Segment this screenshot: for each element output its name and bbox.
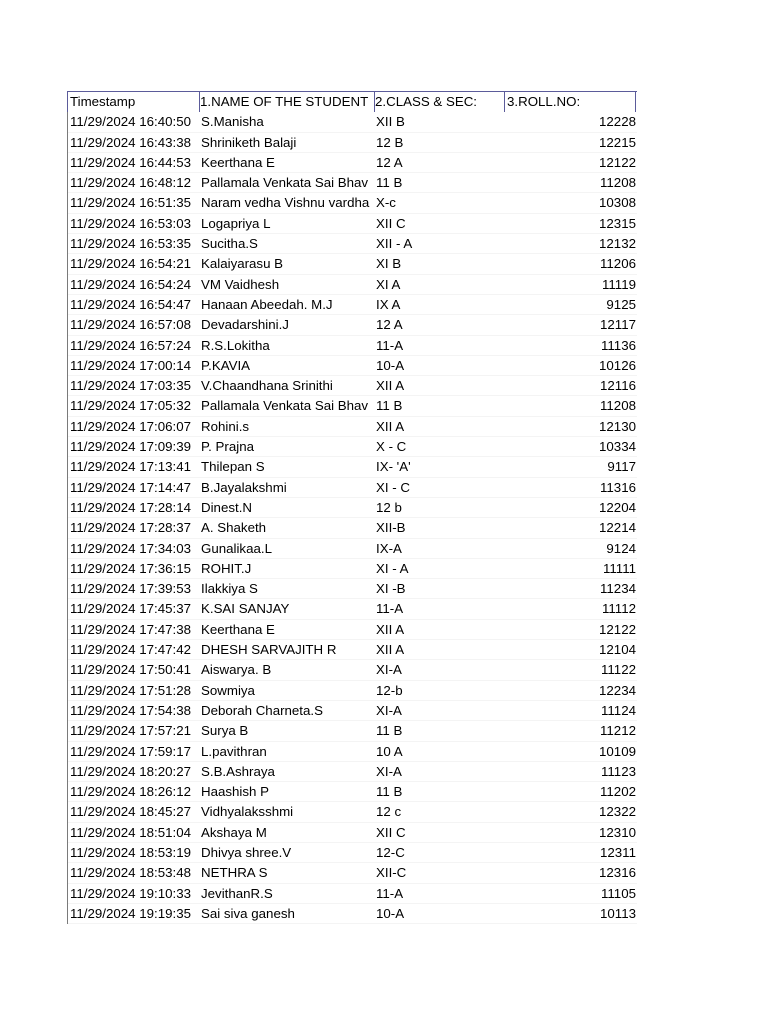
table-row (67, 153, 637, 173)
cell-class-section: 10 A (376, 743, 403, 759)
table-body (67, 112, 637, 924)
cell-roll-no: 10126 (599, 357, 636, 373)
cell-class-section: XII-C (376, 865, 407, 881)
cell-student-name: DHESH SARVAJITH R (201, 642, 337, 658)
table-row (67, 478, 637, 498)
cell-roll-no: 11136 (600, 337, 636, 353)
cell-student-name: Pallamala Venkata Sai Bhav (201, 175, 369, 191)
table-row (67, 396, 637, 416)
cell-roll-no: 12322 (599, 804, 636, 820)
cell-roll-no: 10334 (599, 439, 636, 455)
cell-timestamp: 11/29/2024 16:57:24 (70, 337, 192, 353)
cell-student-name: Deborah Charneta.S (201, 702, 323, 718)
cell-student-name: ROHIT.J (201, 560, 252, 576)
cell-class-section: 10-A (376, 905, 405, 921)
table-row (67, 133, 637, 153)
cell-class-section: 11-A (376, 885, 404, 901)
cell-timestamp: 11/29/2024 16:53:35 (70, 236, 192, 252)
cell-class-section: XII C (376, 215, 406, 231)
cell-timestamp: 11/29/2024 17:57:21 (70, 723, 192, 739)
cell-roll-no: 12132 (599, 236, 636, 252)
cell-roll-no: 11122 (600, 662, 636, 678)
cell-roll-no: 12130 (599, 418, 636, 434)
cell-timestamp: 11/29/2024 17:34:03 (70, 540, 192, 556)
cell-roll-no: 11123 (600, 763, 636, 779)
cell-timestamp: 11/29/2024 18:51:04 (70, 824, 192, 840)
table-row (67, 417, 637, 437)
table-row (67, 681, 637, 701)
cell-student-name: Naram vedha Vishnu vardha (201, 195, 370, 211)
cell-student-name: Sucitha.S (201, 236, 258, 252)
cell-class-section: 12-b (376, 682, 403, 698)
cell-timestamp: 11/29/2024 16:43:38 (70, 134, 192, 150)
table-row (67, 823, 637, 843)
table-row (67, 559, 637, 579)
cell-student-name: NETHRA S (201, 865, 268, 881)
cell-student-name: Rohini.s (201, 418, 250, 434)
table-row (67, 782, 637, 802)
cell-roll-no: 11208 (600, 398, 636, 414)
cell-student-name: Vidhyalaksshmi (201, 804, 294, 820)
cell-timestamp: 11/29/2024 16:54:24 (70, 276, 192, 292)
cell-class-section: XII C (376, 824, 406, 840)
cell-roll-no: 12104 (599, 642, 636, 658)
cell-roll-no: 12122 (599, 621, 636, 637)
cell-student-name: Surya B (201, 723, 249, 739)
cell-class-section: 11 B (376, 398, 403, 414)
cell-timestamp: 11/29/2024 17:14:47 (70, 479, 192, 495)
cell-roll-no: 11105 (600, 885, 636, 901)
cell-timestamp: 11/29/2024 17:39:53 (70, 581, 192, 597)
cell-student-name: Haashish P (201, 784, 269, 800)
cell-class-section: 11 B (376, 175, 403, 191)
cell-roll-no: 12234 (599, 682, 636, 698)
table-row (67, 579, 637, 599)
table-row (67, 498, 637, 518)
cell-timestamp: 11/29/2024 16:54:21 (70, 256, 192, 272)
table-row (67, 599, 637, 619)
cell-roll-no: 12117 (600, 317, 636, 333)
table-row (67, 742, 637, 762)
cell-class-section: XI -B (376, 581, 406, 597)
cell-class-section: XII - A (376, 236, 413, 252)
cell-student-name: Aiswarya. B (201, 662, 272, 678)
cell-timestamp: 11/29/2024 18:20:27 (70, 763, 192, 779)
table-row (67, 539, 637, 559)
header-class-section: 2.CLASS & SEC: (375, 92, 505, 112)
cell-class-section: X-c (376, 195, 396, 211)
cell-roll-no: 9125 (606, 296, 636, 312)
cell-timestamp: 11/29/2024 17:50:41 (70, 662, 192, 678)
cell-student-name: VM Vaidhesh (201, 276, 280, 292)
cell-class-section: IX-A (376, 540, 402, 556)
cell-roll-no: 12204 (599, 499, 636, 515)
cell-class-section: XII-B (376, 520, 406, 536)
cell-class-section: 10-A (376, 357, 405, 373)
cell-student-name: Shriniketh Balaji (201, 134, 297, 150)
cell-class-section: IX A (376, 296, 401, 312)
table-row (67, 660, 637, 680)
cell-student-name: A. Shaketh (201, 520, 267, 536)
cell-student-name: L.pavithran (201, 743, 267, 759)
cell-timestamp: 11/29/2024 17:59:17 (70, 743, 192, 759)
cell-student-name: Dinest.N (201, 499, 252, 515)
cell-timestamp: 11/29/2024 16:40:50 (70, 114, 192, 130)
cell-class-section: 12 A (376, 154, 403, 170)
cell-roll-no: 12116 (600, 378, 636, 394)
cell-class-section: XI-A (376, 662, 402, 678)
cell-roll-no: 11208 (600, 175, 636, 191)
table-row (67, 518, 637, 538)
cell-roll-no: 12311 (600, 844, 636, 860)
cell-timestamp: 11/29/2024 16:44:53 (70, 154, 192, 170)
table-row (67, 315, 637, 335)
cell-roll-no: 10113 (600, 905, 636, 921)
cell-timestamp: 11/29/2024 17:28:37 (70, 520, 192, 536)
cell-student-name: P. Prajna (201, 439, 254, 455)
cell-class-section: X - C (376, 439, 407, 455)
table-row (67, 640, 637, 660)
header-roll-no: 3.ROLL.NO: (505, 92, 636, 112)
cell-student-name: V.Chaandhana Srinithi (201, 378, 333, 394)
cell-class-section: XII A (376, 418, 405, 434)
header-student-name: 1.NAME OF THE STUDENT (200, 92, 375, 112)
cell-class-section: 12-C (376, 844, 405, 860)
table-row (67, 295, 637, 315)
cell-class-section: 12 b (376, 499, 402, 515)
cell-roll-no: 12215 (599, 134, 636, 150)
cell-class-section: XI-A (376, 702, 402, 718)
cell-timestamp: 11/29/2024 17:03:35 (70, 378, 192, 394)
cell-roll-no: 11119 (601, 276, 636, 292)
cell-student-name: Hanaan Abeedah. M.J (201, 296, 333, 312)
cell-class-section: IX- 'A' (376, 459, 411, 475)
cell-timestamp: 11/29/2024 16:48:12 (70, 175, 192, 191)
cell-student-name: R.S.Lokitha (201, 337, 270, 353)
cell-timestamp: 11/29/2024 17:09:39 (70, 439, 192, 455)
cell-student-name: Keerthana E (201, 621, 275, 637)
cell-class-section: 12 A (376, 317, 403, 333)
cell-timestamp: 11/29/2024 17:00:14 (70, 357, 192, 373)
cell-student-name: Gunalikaa.L (201, 540, 272, 556)
cell-timestamp: 11/29/2024 17:28:14 (70, 499, 192, 515)
cell-class-section: 11 B (376, 723, 403, 739)
cell-timestamp: 11/29/2024 17:06:07 (70, 418, 192, 434)
cell-student-name: B.Jayalakshmi (201, 479, 287, 495)
cell-student-name: S.Manisha (201, 114, 264, 130)
table-row (67, 701, 637, 721)
cell-class-section: 12 c (376, 804, 402, 820)
cell-timestamp: 11/29/2024 17:47:42 (70, 642, 192, 658)
cell-class-section: 12 B (376, 134, 404, 150)
cell-class-section: 11 B (376, 784, 403, 800)
cell-class-section: XI A (376, 276, 401, 292)
cell-roll-no: 12316 (599, 865, 636, 881)
table-row (67, 112, 637, 132)
cell-timestamp: 11/29/2024 17:36:15 (70, 560, 192, 576)
cell-roll-no: 11316 (600, 479, 636, 495)
cell-timestamp: 11/29/2024 17:05:32 (70, 398, 192, 414)
cell-roll-no: 11124 (600, 702, 636, 718)
cell-class-section: XII A (376, 621, 405, 637)
cell-roll-no: 11111 (602, 560, 636, 576)
cell-roll-no: 9117 (607, 459, 636, 475)
table-row (67, 457, 637, 477)
cell-timestamp: 11/29/2024 16:51:35 (70, 195, 192, 211)
cell-timestamp: 11/29/2024 17:51:28 (70, 682, 192, 698)
cell-roll-no: 11206 (600, 256, 636, 272)
cell-student-name: P.KAVIA (201, 357, 251, 373)
cell-roll-no: 9124 (606, 540, 636, 556)
table-row (67, 437, 637, 457)
cell-class-section: XI-A (376, 763, 402, 779)
cell-timestamp: 11/29/2024 18:26:12 (70, 784, 192, 800)
table-row (67, 214, 637, 234)
cell-roll-no: 11234 (600, 581, 636, 597)
cell-roll-no: 10109 (599, 743, 636, 759)
cell-roll-no: 12214 (599, 520, 636, 536)
cell-roll-no: 12228 (599, 114, 636, 130)
cell-student-name: Ilakkiya S (201, 581, 258, 597)
cell-student-name: Pallamala Venkata Sai Bhav (201, 398, 369, 414)
cell-class-section: XI B (376, 256, 402, 272)
cell-class-section: XII A (376, 642, 405, 658)
cell-roll-no: 12315 (599, 215, 636, 231)
cell-timestamp: 11/29/2024 17:13:41 (70, 459, 192, 475)
table-row (67, 620, 637, 640)
table-row (67, 275, 637, 295)
table-row (67, 356, 637, 376)
cell-class-section: XI - A (376, 560, 409, 576)
cell-timestamp: 11/29/2024 19:10:33 (70, 885, 192, 901)
cell-class-section: 11-A (376, 337, 404, 353)
table-row (67, 863, 637, 883)
table-row (67, 762, 637, 782)
cell-student-name: Sowmiya (201, 682, 255, 698)
cell-timestamp: 11/29/2024 16:57:08 (70, 317, 192, 333)
cell-roll-no: 12122 (599, 154, 636, 170)
table-row (67, 884, 637, 904)
cell-roll-no: 10308 (599, 195, 636, 211)
cell-class-section: XII B (376, 114, 405, 130)
cell-roll-no: 11202 (600, 784, 636, 800)
table-row (67, 721, 637, 741)
header-timestamp: Timestamp (67, 92, 200, 112)
cell-timestamp: 11/29/2024 18:53:48 (70, 865, 192, 881)
cell-student-name: Thilepan S (201, 459, 265, 475)
cell-class-section: XII A (376, 378, 405, 394)
cell-class-section: 11-A (376, 601, 404, 617)
table-row (67, 843, 637, 863)
table-row (67, 802, 637, 822)
cell-timestamp: 11/29/2024 17:45:37 (70, 601, 192, 617)
table-row (67, 376, 637, 396)
spreadsheet-table (67, 91, 637, 924)
cell-student-name: Logapriya L (201, 215, 271, 231)
cell-timestamp: 11/29/2024 18:45:27 (70, 804, 192, 820)
cell-student-name: Dhivya shree.V (201, 844, 292, 860)
cell-roll-no: 11112 (601, 601, 636, 617)
header-row (67, 91, 637, 112)
table-row (67, 904, 637, 924)
cell-student-name: S.B.Ashraya (201, 763, 275, 779)
table-row (67, 173, 637, 193)
cell-timestamp: 11/29/2024 16:54:47 (70, 296, 192, 312)
table-row (67, 193, 637, 213)
cell-timestamp: 11/29/2024 18:53:19 (70, 844, 192, 860)
table-row (67, 336, 637, 356)
table-row (67, 254, 637, 274)
cell-student-name: Devadarshini.J (201, 317, 289, 333)
cell-student-name: Keerthana E (201, 154, 275, 170)
cell-class-section: XI - C (376, 479, 410, 495)
cell-timestamp: 11/29/2024 16:53:03 (70, 215, 192, 231)
table-row (67, 234, 637, 254)
cell-student-name: Sai siva ganesh (201, 905, 295, 921)
cell-student-name: K.SAI SANJAY (201, 601, 290, 617)
cell-student-name: Akshaya M (201, 824, 267, 840)
cell-timestamp: 11/29/2024 17:54:38 (70, 702, 192, 718)
cell-timestamp: 11/29/2024 17:47:38 (70, 621, 192, 637)
cell-timestamp: 11/29/2024 19:19:35 (70, 905, 192, 921)
cell-student-name: JevithanR.S (201, 885, 273, 901)
cell-roll-no: 11212 (600, 723, 636, 739)
cell-roll-no: 12310 (599, 824, 636, 840)
cell-student-name: Kalaiyarasu B (201, 256, 284, 272)
